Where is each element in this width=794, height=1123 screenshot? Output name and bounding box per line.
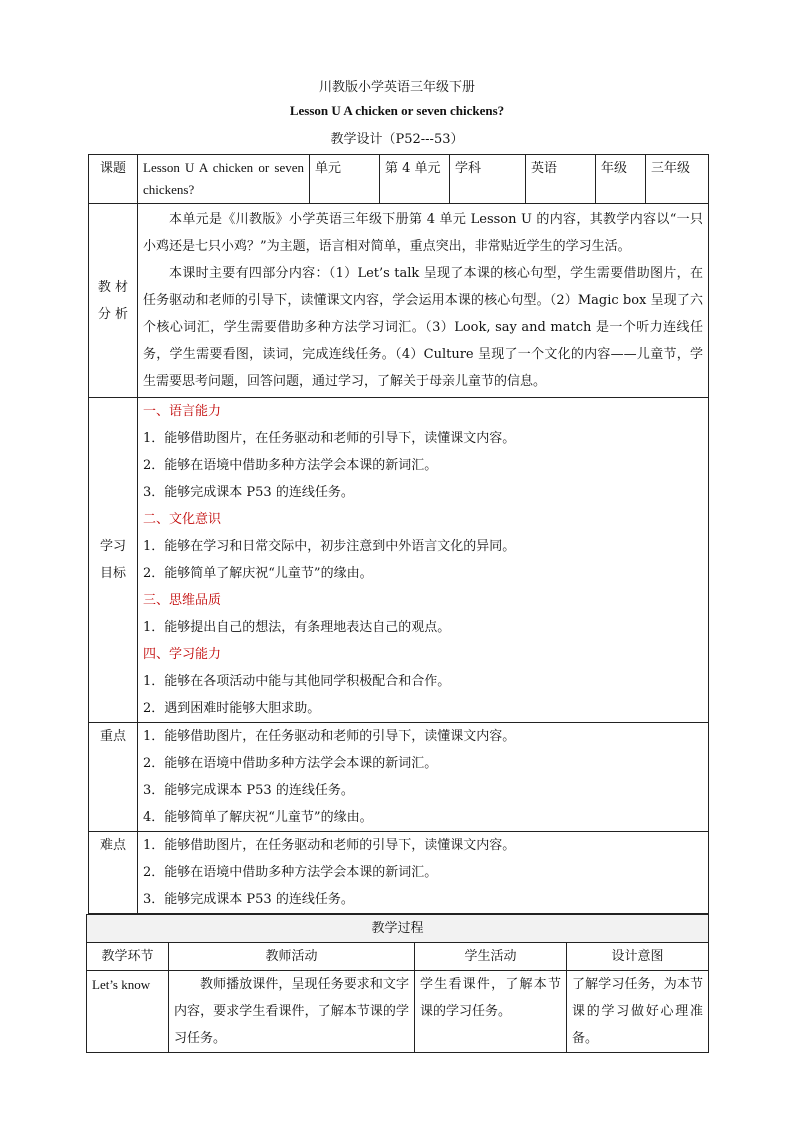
label-analysis: 教 材 分 析	[89, 204, 138, 398]
key-point-item: 3．能够完成课本 P53 的连线任务。	[143, 783, 354, 798]
col-header-stage: 教学环节	[87, 943, 169, 971]
label-title: 课题	[89, 155, 138, 204]
objective-item: 2．遇到困难时能够大胆求助。	[143, 701, 321, 716]
key-point-item: 4．能够简单了解庆祝“儿童节”的缘由。	[143, 810, 373, 825]
label-objectives: 学习 目标	[89, 398, 138, 723]
lesson-plan-table	[88, 154, 709, 914]
label-grade: 年级	[596, 155, 646, 204]
section-heading-language: 一、语言能力	[143, 404, 222, 419]
difficulty-item: 1．能够借助图片，在任务驱动和老师的引导下，读懂课文内容。	[143, 838, 516, 853]
analysis-para-2: 本课时主要有四部分内容：（1）Let’s talk 呈现了本课的核心句型，学生需要借助图片，在任务驱动和老师的引导下，读懂课文内容，学会运用本课的核心句型。（2）Magic box 呈现了六个核心词汇，学生需要借助多种方法学习词汇。（3）Look, say and match 是一个听力连线任务，学生需要看图，读词，完成连线任务。（4）Culture 呈现了一个文化的内容——儿童节，学生需要思考问题，回答问题，通过学习，了解关于母亲儿童节的信息。	[143, 266, 703, 389]
analysis-content	[138, 204, 709, 398]
col-header-teacher: 教师活动	[169, 943, 415, 971]
subject-value: 英语	[526, 155, 596, 204]
process-title-row	[87, 915, 709, 943]
objectives-row	[89, 398, 709, 723]
key-point-item: 2．能够在语境中借助多种方法学会本课的新词汇。	[143, 756, 438, 771]
objective-item: 3．能够完成课本 P53 的连线任务。	[143, 485, 354, 500]
label-unit: 单元	[310, 155, 380, 204]
objectives-content	[138, 398, 709, 723]
label-difficulties: 难点	[89, 832, 138, 914]
teaching-process-table	[86, 914, 709, 1053]
grade-value: 三年级	[646, 155, 709, 204]
col-header-intent: 设计意图	[567, 943, 709, 971]
section-heading-culture: 二、文化意识	[143, 512, 222, 527]
difficulty-item: 3．能够完成课本 P53 的连线任务。	[143, 892, 354, 907]
objective-item: 1．能够借助图片，在任务驱动和老师的引导下，读懂课文内容。	[143, 431, 516, 446]
section-heading-learning: 四、学习能力	[143, 647, 222, 662]
objective-item: 1．能够在各项活动中能与其他同学积极配合和合作。	[143, 674, 451, 689]
doc-title-line2: Lesson U A chicken or seven chickens?	[289, 103, 505, 118]
student-activity-cell: 学生看课件，了解本节课的学习任务。	[415, 971, 567, 1053]
label-subject: 学科	[450, 155, 526, 204]
process-header-row	[87, 943, 709, 971]
key-points-row	[89, 723, 709, 832]
objective-item: 1．能够提出自己的想法，有条理地表达自己的观点。	[143, 620, 451, 635]
col-header-student: 学生活动	[415, 943, 567, 971]
teacher-activity-cell: 教师播放课件，呈现任务要求和文字内容，要求学生看课件，了解本节课的学习任务。	[169, 971, 415, 1053]
difficulties-row	[89, 832, 709, 914]
objective-item: 1．能够在学习和日常交际中，初步注意到中外语言文化的异同。	[143, 539, 516, 554]
process-row	[87, 971, 709, 1053]
unit-value: 第 4 单元	[380, 155, 450, 204]
label-key-points: 重点	[89, 723, 138, 832]
key-point-item: 1．能够借助图片，在任务驱动和老师的引导下，读懂课文内容。	[143, 729, 516, 744]
objective-item: 2．能够在语境中借助多种方法学会本课的新词汇。	[143, 458, 438, 473]
key-points-content	[138, 723, 709, 832]
process-title: 教学过程	[87, 915, 709, 943]
doc-title-line3: 教学设计（P52---53）	[330, 132, 464, 147]
analysis-row	[89, 204, 709, 398]
design-intent-cell: 了解学习任务，为本节课的学习做好心理准备。	[567, 971, 709, 1053]
doc-title-line1: 川教版小学英语三年级下册	[318, 80, 475, 95]
lesson-title-cell: Lesson U A chicken or seven chickens?	[138, 155, 310, 204]
info-row	[89, 155, 709, 204]
analysis-para-1: 本单元是《川教版》小学英语三年级下册第 4 单元 Lesson U 的内容，其教学内容以“一只小鸡还是七只小鸡？”为主题，语言相对简单，重点突出，非常贴近学生的学习生活。	[143, 212, 703, 254]
objective-item: 2．能够简单了解庆祝“儿童节”的缘由。	[143, 566, 373, 581]
stage-cell: Let’s know	[87, 971, 169, 1053]
difficulties-content	[138, 832, 709, 914]
section-heading-thinking: 三、思维品质	[143, 593, 222, 608]
difficulty-item: 2．能够在语境中借助多种方法学会本课的新词汇。	[143, 865, 438, 880]
